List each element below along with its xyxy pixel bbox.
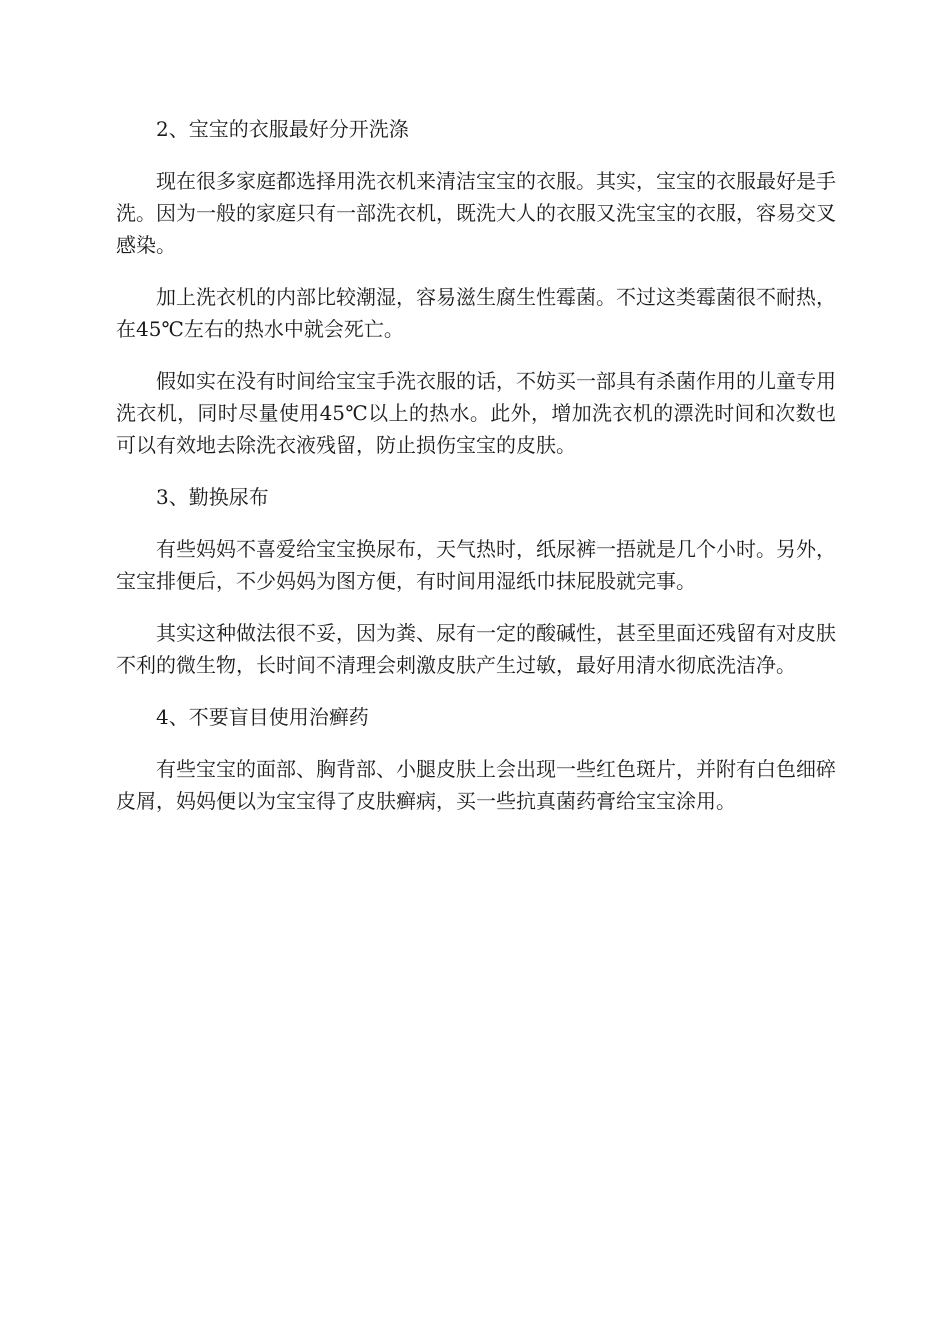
section-heading-ointment: 4、不要盲目使用治癣药 (156, 705, 369, 729)
paragraph-ointment: 有些宝宝的面部、胸背部、小腿皮肤上会出现一些红色斑片，并附有白色细碎皮屑，妈妈便以为宝宝得了皮肤癣病，买一些抗真菌药膏给宝宝涂用。 (116, 757, 836, 813)
section-heading-diapers: 3、勤换尿布 (156, 485, 269, 509)
paragraph-hand-wash: 现在很多家庭都选择用洗衣机来清洁宝宝的衣服。其实，宝宝的衣服最好是手洗。因为一般的家庭只有一部洗衣机，既洗大人的衣服又洗宝宝的衣服，容易交叉感染。 (116, 169, 836, 257)
paragraph-special-washer: 假如实在没有时间给宝宝手洗衣服的话，不妨买一部具有杀菌作用的儿童专用洗衣机，同时尽量使用45℃以上的热水。此外，增加洗衣机的漂洗时间和次数也可以有效地去除洗衣液残留，防止损伤宝宝的皮肤。 (116, 369, 836, 457)
section-heading-washing: 2、宝宝的衣服最好分开洗涤 (156, 117, 409, 141)
paragraph-diaper-habits: 有些妈妈不喜爱给宝宝换尿布，天气热时，纸尿裤一捂就是几个小时。另外，宝宝排便后，不少妈妈为图方便，有时间用湿纸巾抹屁股就完事。 (116, 537, 836, 593)
document-page (116, 113, 836, 837)
paragraph-mold: 加上洗衣机的内部比较潮湿，容易滋生腐生性霉菌。不过这类霉菌很不耐热，在45℃左右的热水中就会死亡。 (116, 285, 836, 341)
paragraph-diaper-advice: 其实这种做法很不妥，因为粪、尿有一定的酸碱性，甚至里面还残留有对皮肤不利的微生物，长时间不清理会刺激皮肤产生过敏，最好用清水彻底洗洁净。 (116, 621, 836, 677)
